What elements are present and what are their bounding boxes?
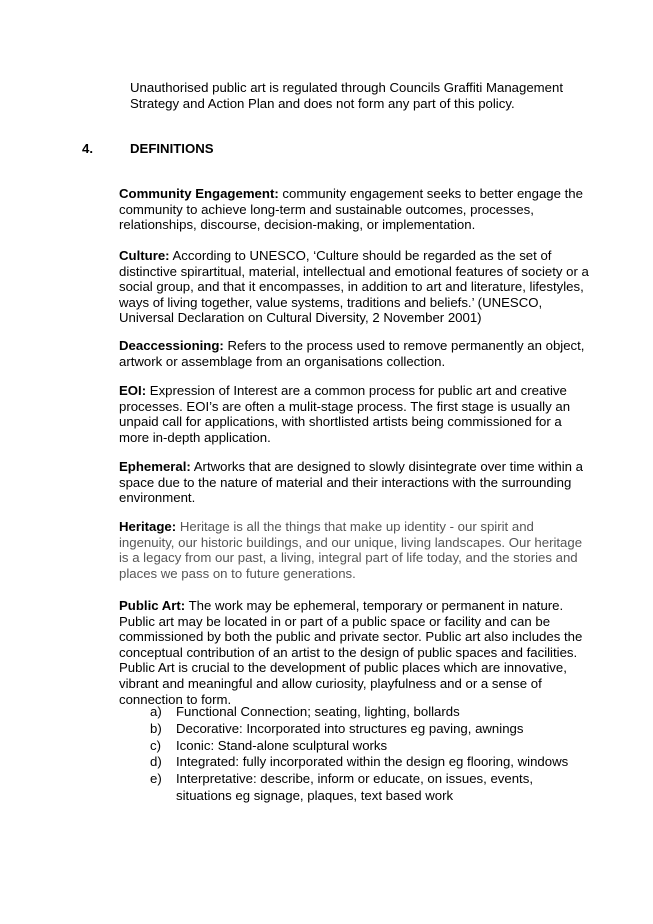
definition-text: The work may be ephemeral, temporary or permanent in nature. Public art may be located in or part of a public space or facility and can be commissioned by both the public and private sector. Public art also includes the conceptual contribution of an artist to the design of public spaces and facilities. Public Art is crucial to the development of public places which are innovative, vibrant and meaningful and allow curiosity, playfulness and or a sense of connection to form. — [119, 598, 583, 707]
list-item-text: Iconic: Stand-alone sculptural works — [176, 737, 388, 753]
definition-term: Deaccessioning: — [119, 338, 224, 353]
public-art-types-list — [150, 704, 590, 805]
definition-deaccessioning — [119, 338, 589, 369]
definition-term: Heritage: — [119, 519, 177, 534]
list-item-text: Interpretative: describe, inform or educate, on issues, events, situations eg signage, plaques, text based work — [176, 771, 533, 803]
list-item — [150, 754, 590, 771]
list-item — [150, 738, 590, 755]
definition-term: Ephemeral: — [119, 459, 191, 474]
list-item — [150, 771, 590, 805]
definition-text: According to UNESCO, ‘Culture should be regarded as the set of distinctive spirartitual, material, intellectual and emotional features of society or a social group, and that it encompasses, in addition to art and literature, lifestyles, ways of living together, value systems, traditions and beliefs.’ (UNESCO, Universal Declaration on Cultural Diversity, 2 November 2001) — [119, 248, 589, 326]
list-item-label: c) — [150, 737, 161, 753]
list-item-text: Integrated: fully incorporated within the design eg flooring, windows — [176, 754, 569, 770]
list-item-label: a) — [150, 704, 162, 719]
definition-term: EOI: — [119, 383, 147, 398]
list-item-text: Decorative: Incorporated into structures eg paving, awnings — [176, 720, 524, 736]
section-title: DEFINITIONS — [130, 141, 214, 156]
definition-text: Heritage is all the things that make up identity - our spirit and ingenuity, our historic buildings, and our unique, living landscapes. Our heritage is a legacy from our past, a living, integral part of life today, and the stories and places we pass on to future generations. — [119, 519, 583, 581]
definition-culture — [119, 248, 589, 326]
intro-paragraph: Unauthorised public art is regulated through Councils Graffiti Management Strategy and Action Plan and does not form any part of this policy. — [130, 80, 563, 111]
definition-text: Refers to the process used to remove permanently an object, artwork or assemblage from an organisations collection. — [119, 338, 585, 369]
definition-ephemeral — [119, 459, 589, 506]
list-item-text: Functional Connection; seating, lighting, bollards — [176, 704, 460, 719]
list-item — [150, 721, 590, 738]
list-item-label: b) — [150, 720, 162, 736]
list-item-label: d) — [150, 754, 162, 770]
definition-public-art — [119, 598, 589, 707]
list-item-label: e) — [150, 771, 162, 787]
definition-term: Public Art: — [119, 598, 186, 613]
list-item — [150, 704, 590, 721]
definition-community-engagement — [119, 186, 589, 233]
definition-term: Culture: — [119, 248, 170, 263]
section-number: 4. — [82, 141, 93, 156]
definition-text: Artworks that are designed to slowly disintegrate over time within a space due to the nature of material and their interactions with the surrounding environment. — [119, 459, 583, 506]
definition-term: Community Engagement: — [119, 186, 279, 201]
definition-text: community engagement seeks to better engage the community to achieve long-term and sustainable outcomes, processes, relationships, discourse, decision-making, or implementation. — [119, 186, 583, 233]
definition-eoi — [119, 383, 589, 445]
definition-heritage — [119, 519, 589, 581]
definition-text: Expression of Interest are a common process for public art and creative processes. EOI’s are often a mulit-stage process. The first stage is usually an unpaid call for applications, with shortlisted artists being commissioned for a more in-depth application. — [119, 383, 571, 445]
